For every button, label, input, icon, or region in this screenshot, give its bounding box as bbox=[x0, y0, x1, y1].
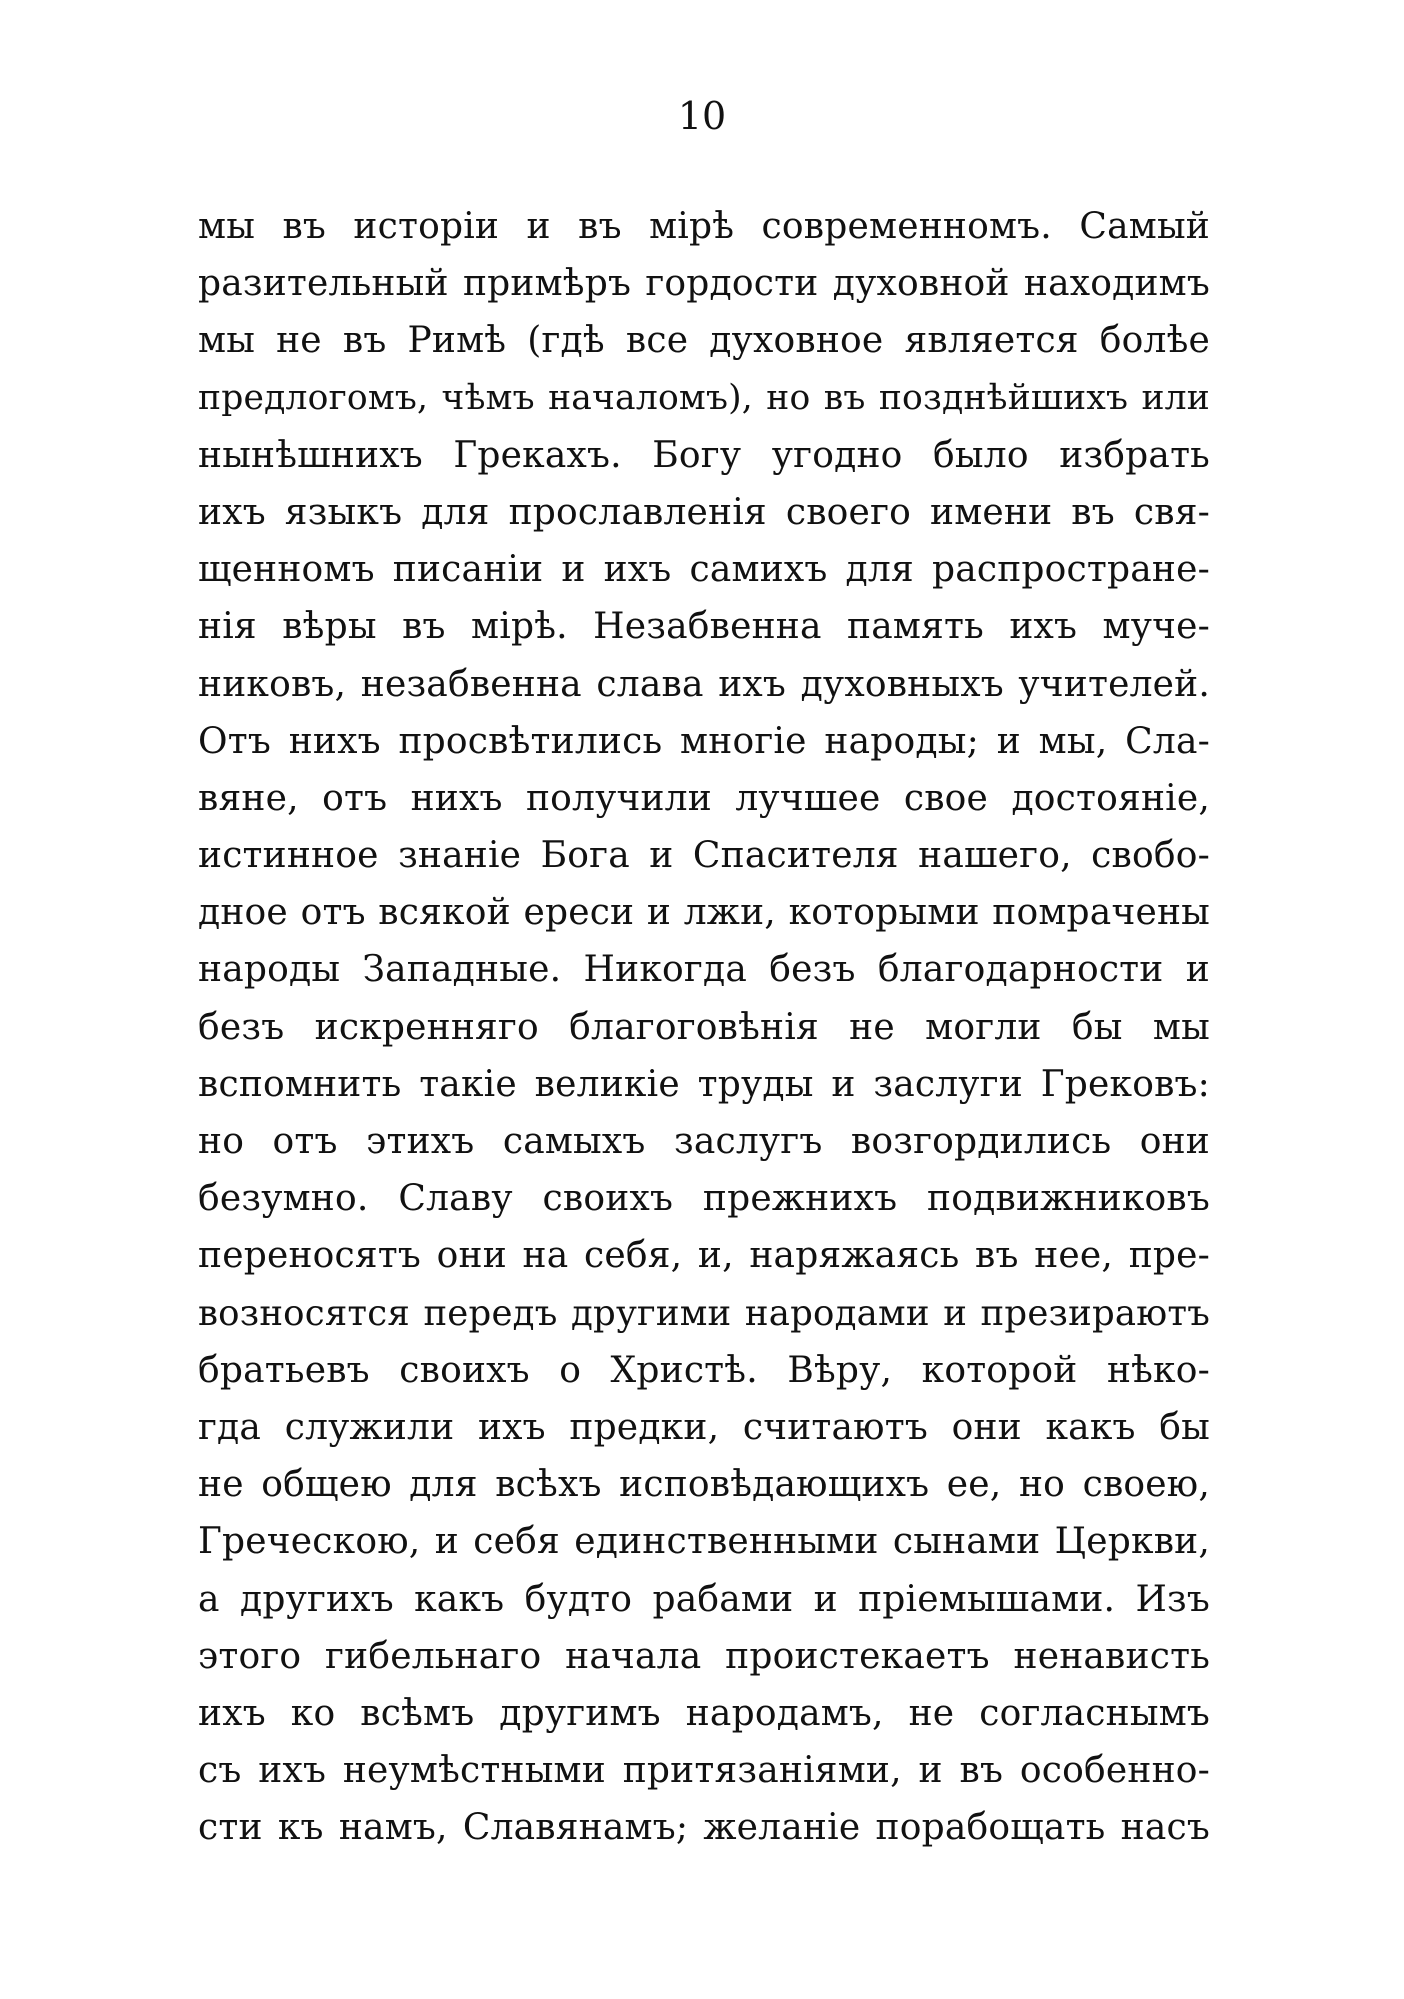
text-line: безъ искренняго благоговѣнія не могли бы мы bbox=[198, 1006, 1210, 1048]
text-line: нынѣшнихъ Грекахъ. Богу угодно было избрать bbox=[198, 434, 1210, 476]
text-line: не общею для всѣхъ исповѣдающихъ ее, но своею, bbox=[198, 1464, 1210, 1506]
text-line: ихъ языкъ для прославленія своего имени въ свя- bbox=[198, 491, 1210, 533]
text-line: предлогомъ, чѣмъ началомъ), но въ позднѣйшихъ или bbox=[198, 377, 1210, 418]
text-line: народы Западные. Никогда безъ благодарности и bbox=[198, 949, 1210, 991]
text-line: вяне, отъ нихъ получили лучшее свое достояніе, bbox=[198, 777, 1210, 819]
text-line: Отъ нихъ просвѣтились многіе народы; и мы, Сла- bbox=[198, 720, 1210, 762]
body-text bbox=[198, 198, 1210, 1856]
text-line: братьевъ своихъ о Христѣ. Вѣру, которой нѣко- bbox=[198, 1349, 1210, 1391]
text-line: но отъ этихъ самыхъ заслугъ возгордились они bbox=[198, 1121, 1210, 1162]
text-line: сти къ намъ, Славянамъ; желаніе порабощать насъ bbox=[198, 1807, 1210, 1849]
text-line: мы въ исторіи и въ мірѣ современномъ. Самый bbox=[198, 206, 1210, 247]
text-line: ихъ ко всѣмъ другимъ народамъ, не согласнымъ bbox=[198, 1692, 1210, 1734]
text-line: вспомнить такіе великіе труды и заслуги Грековъ: bbox=[198, 1063, 1210, 1105]
text-line: возносятся передъ другими народами и презираютъ bbox=[198, 1292, 1210, 1334]
text-line: переносятъ они на себя, и, наряжаясь въ нее, пре- bbox=[198, 1235, 1210, 1277]
text-line: а другихъ какъ будто рабами и пріемышами. Изъ bbox=[198, 1578, 1210, 1620]
text-line: Греческою, и себя единственными сынами Церкви, bbox=[198, 1521, 1210, 1563]
text-line: нія вѣры въ мірѣ. Незабвенна память ихъ муче- bbox=[198, 606, 1210, 648]
text-line: съ ихъ неумѣстными притязаніями, и въ особенно- bbox=[198, 1750, 1210, 1792]
text-line: никовъ, незабвенна слава ихъ духовныхъ учителей. bbox=[198, 663, 1210, 705]
text-line: разительный примѣръ гордости духовной находимъ bbox=[198, 263, 1210, 305]
text-line: безумно. Славу своихъ прежнихъ подвижниковъ bbox=[198, 1178, 1210, 1220]
page-number: 10 bbox=[677, 94, 727, 138]
text-line: истинное знаніе Бога и Спасителя нашего, свобо- bbox=[198, 835, 1210, 877]
text-line: гда служили ихъ предки, считаютъ они какъ бы bbox=[198, 1406, 1210, 1448]
text-line: дное отъ всякой ереси и лжи, которыми помрачены bbox=[198, 892, 1210, 934]
text-line: щенномъ писаніи и ихъ самихъ для распростране- bbox=[198, 549, 1210, 591]
text-line: мы не въ Римѣ (гдѣ все духовное является болѣе bbox=[198, 320, 1210, 362]
text-line: этого гибельнаго начала проистекаетъ ненависть bbox=[198, 1635, 1210, 1677]
